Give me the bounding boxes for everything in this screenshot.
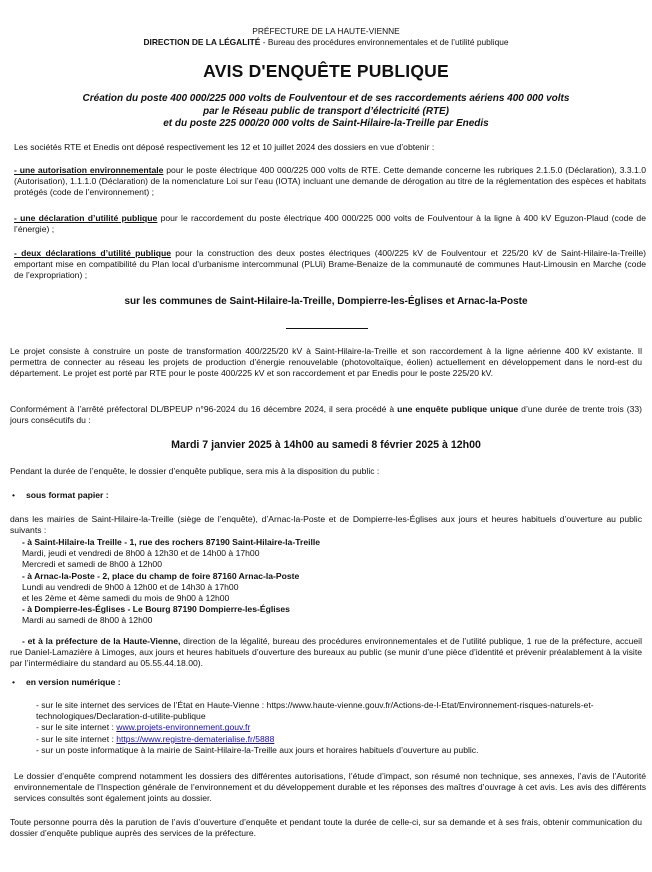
- mairie-hours: Mardi, jeudi et vendredi de 8h00 à 12h30 et de 14h00 à 17h00: [22, 548, 260, 559]
- availability-text: Pendant la durée de l’enquête, le dossier d’enquête publique, sera mis à la disposition du public :: [10, 466, 380, 476]
- dossier-content: Le dossier d’enquête comprend notamment les dossiers des différentes autorisations, l’étude d’impact, son résumé non technique, ses annexes, l’avis de l’Autorité environnementale de l’Inspection générale de l’environnement et du développement durable et les réponses des maîtres d’ouvrage à cet avis. Les avis des différents services consultés sont également joints au dossier.: [14, 771, 646, 804]
- mairie-hours: Lundi au vendredi de 9h00 à 12h00 et de 14h30 à 17h00: [22, 581, 239, 592]
- project-subtitle: [10, 93, 642, 131]
- prefecture-access: [10, 636, 642, 670]
- bureau-name: - Bureau des procédures environnementales et de l’utilité publique: [260, 37, 509, 47]
- separator-line: [286, 328, 368, 329]
- digital-label: en version numérique :: [26, 677, 121, 687]
- prefecture-text: direction de la légalité, bureau des procédures environnementales et de l’utilité publique, 1 rue de la préfecture, accueil rue Daniel-Lamazière à Limoges, aux jours et heures habituels d’ouverture des bureaux au public (se munir d’une pièce d’identité et prévenir préalablement à la visite par l’intermédiaire du standard au 05.55.44.18.00).: [10, 636, 642, 669]
- mairie-name: - à Arnac-la-Poste - 2, place du champ de foire 87160 Arnac-la-Poste: [22, 570, 300, 581]
- enquiry-dates: Mardi 7 janvier 2025 à 14h00 au samedi 8 février 2025 à 12h00: [171, 439, 481, 451]
- digital-item: [36, 722, 640, 733]
- mairie-hours: Mardi au samedi de 8h00 à 12h00: [22, 615, 153, 626]
- request-text: pour le raccordement du poste électrique 400 000/225 000 volts de Foulventour à la ligne à 400 kV Eguzon-Plaud (code de l’énergie) ;: [14, 213, 646, 235]
- direction-header: [10, 37, 642, 48]
- communes-line: sur les communes de Saint-Hilaire-la-Treille, Dompierre-les-Églises et Arnac-la-Poste: [124, 296, 528, 307]
- mairie-hours: et les 2ème et 4ème samedi du mois de 9h00 à 12h00: [22, 593, 230, 604]
- request-dup-postes: [10, 248, 646, 282]
- digital-item: [36, 745, 640, 756]
- mairie-name: - à Saint-Hilaire-la Treille - 1, rue des rochers 87190 Saint-Hilaire-la-Treille: [22, 537, 321, 547]
- prefecture-lead: - et à la préfecture de la Haute-Vienne,: [22, 636, 181, 646]
- digital-item-text: - sur le site internet :: [36, 733, 117, 744]
- digital-item-text: - sur le site internet :: [36, 722, 117, 733]
- paper-heading: [10, 490, 642, 501]
- digital-heading: [10, 677, 642, 688]
- digital-item-text: - sur un poste informatique à la mairie de Saint-Hilaire-la-Treille aux jours et horaires habituels d’ouverture au public.: [36, 744, 479, 755]
- intro-text: Les sociétés RTE et Enedis ont déposé respectivement les 12 et 10 juillet 2024 des dossiers en vue d’obtenir :: [14, 142, 435, 152]
- direction-name: DIRECTION DE LA LÉGALITÉ: [143, 37, 261, 47]
- paper-label: sous format papier :: [26, 490, 109, 500]
- mairie-name: - à Dompierre-les-Églises - Le Bourg 87190 Dompierre-les-Églises: [22, 604, 290, 615]
- subtitle-line: par le Réseau public de transport d’électricité (RTE): [203, 105, 449, 117]
- request-lead: - deux déclarations d’utilité publique: [14, 248, 171, 258]
- digital-item-text: - sur le site internet des services de l’État en Haute-Vienne : https://www.haute-vienne.gouv.fr/Actions-de-l-Etat/Environnement-risques-naturels-et-technologiques/Declaration-d-utilite-publique: [36, 700, 594, 722]
- projets-environnement-link[interactable]: www.projets-environnement.gouv.fr: [116, 722, 251, 733]
- prefecture-header: PRÉFECTURE DE LA HAUTE-VIENNE: [252, 26, 400, 36]
- digital-list: [36, 700, 640, 756]
- request-lead: - une déclaration d’utilité publique: [14, 213, 158, 223]
- mairies-list: [22, 537, 622, 627]
- subtitle-line: et du poste 225 000/20 000 volts de Saint-Hilaire-la-Treille par Enedis: [163, 118, 489, 130]
- digital-item: [36, 700, 640, 722]
- bullet-icon: •: [12, 677, 16, 687]
- communication-text: Toute personne pourra dès la parution de l’avis d’ouverture d’enquête et pendant toute la durée de celle-ci, sur sa demande et à ses frais, obtenir communication du dossier d’enquête publique auprès des services de la préfecture.: [10, 817, 642, 839]
- registre-dematerialise-link[interactable]: https://www.registre-dematerialise.fr/5888: [116, 733, 275, 744]
- mairie-hours: Mercredi et samedi de 8h00 à 12h00: [22, 559, 162, 570]
- arrete-text: [10, 404, 642, 426]
- arrete-bold: une enquête publique unique: [397, 404, 519, 414]
- paper-intro: dans les mairies de Saint-Hilaire-la-Treille (siège de l’enquête), d’Arnac-la-Poste et de Dompierre-les-Églises aux jours et heures habituels d’ouverture au public suivants :: [10, 514, 642, 536]
- page-title: AVIS D'ENQUÊTE PUBLIQUE: [203, 61, 449, 81]
- request-text: pour la construction des deux postes électriques (400/225 kV de Foulventour et 225/20 kV de Saint-Hilaire-la-Treille) emportant mise en compatibilité du Plan local d’urbanisme intercommunal (PLUi) Brame-Benaize de la communauté de communes Haut-Limousin en Marche (code de l’expropriation) ;: [14, 248, 646, 281]
- project-description: Le projet consiste à construire un poste de transformation 400/225/20 kV à Saint-Hilaire-la-Treille et son raccordement à la ligne aérienne 400 kV existante. Il permettra de connecter au réseau les projets de production d’énergie renouvelable (photovoltaïque, éolien) actuellement en développement dans le nord-est du département. Le projet est porté par RTE pour le poste 400/225 kV et son raccordement et par Enedis pour le poste 225/20 kV.: [10, 346, 642, 379]
- request-text: pour le poste électrique 400 000/225 000 volts de RTE. Cette demande concerne les rubriques 2.1.5.0 (Déclaration), 3.3.1.0 (Autorisation), 1.1.1.0 (Déclaration) de la nomenclature Loi sur l’eau (IOTA) incluant une demande de dérogation au titre de la réglementation des espèces et habitats protégés (code de l’environnement) ;: [14, 165, 646, 198]
- digital-item: [36, 734, 640, 745]
- arrete-part: Conformément à l’arrêté préfectoral DL/BPEUP n°96-2024 du 16 décembre 2024, il sera procédé à: [10, 404, 398, 414]
- request-lead: - une autorisation environnementale: [14, 165, 164, 175]
- subtitle-line: Création du poste 400 000/225 000 volts de Foulventour et de ses raccordements aériens 400 000 volts: [82, 93, 570, 104]
- request-environmental: [10, 165, 646, 199]
- arrete-part: d’une durée de trente trois (33) jours consécutifs du :: [10, 404, 642, 426]
- bullet-icon: •: [12, 490, 16, 500]
- request-dup-line: [10, 213, 646, 235]
